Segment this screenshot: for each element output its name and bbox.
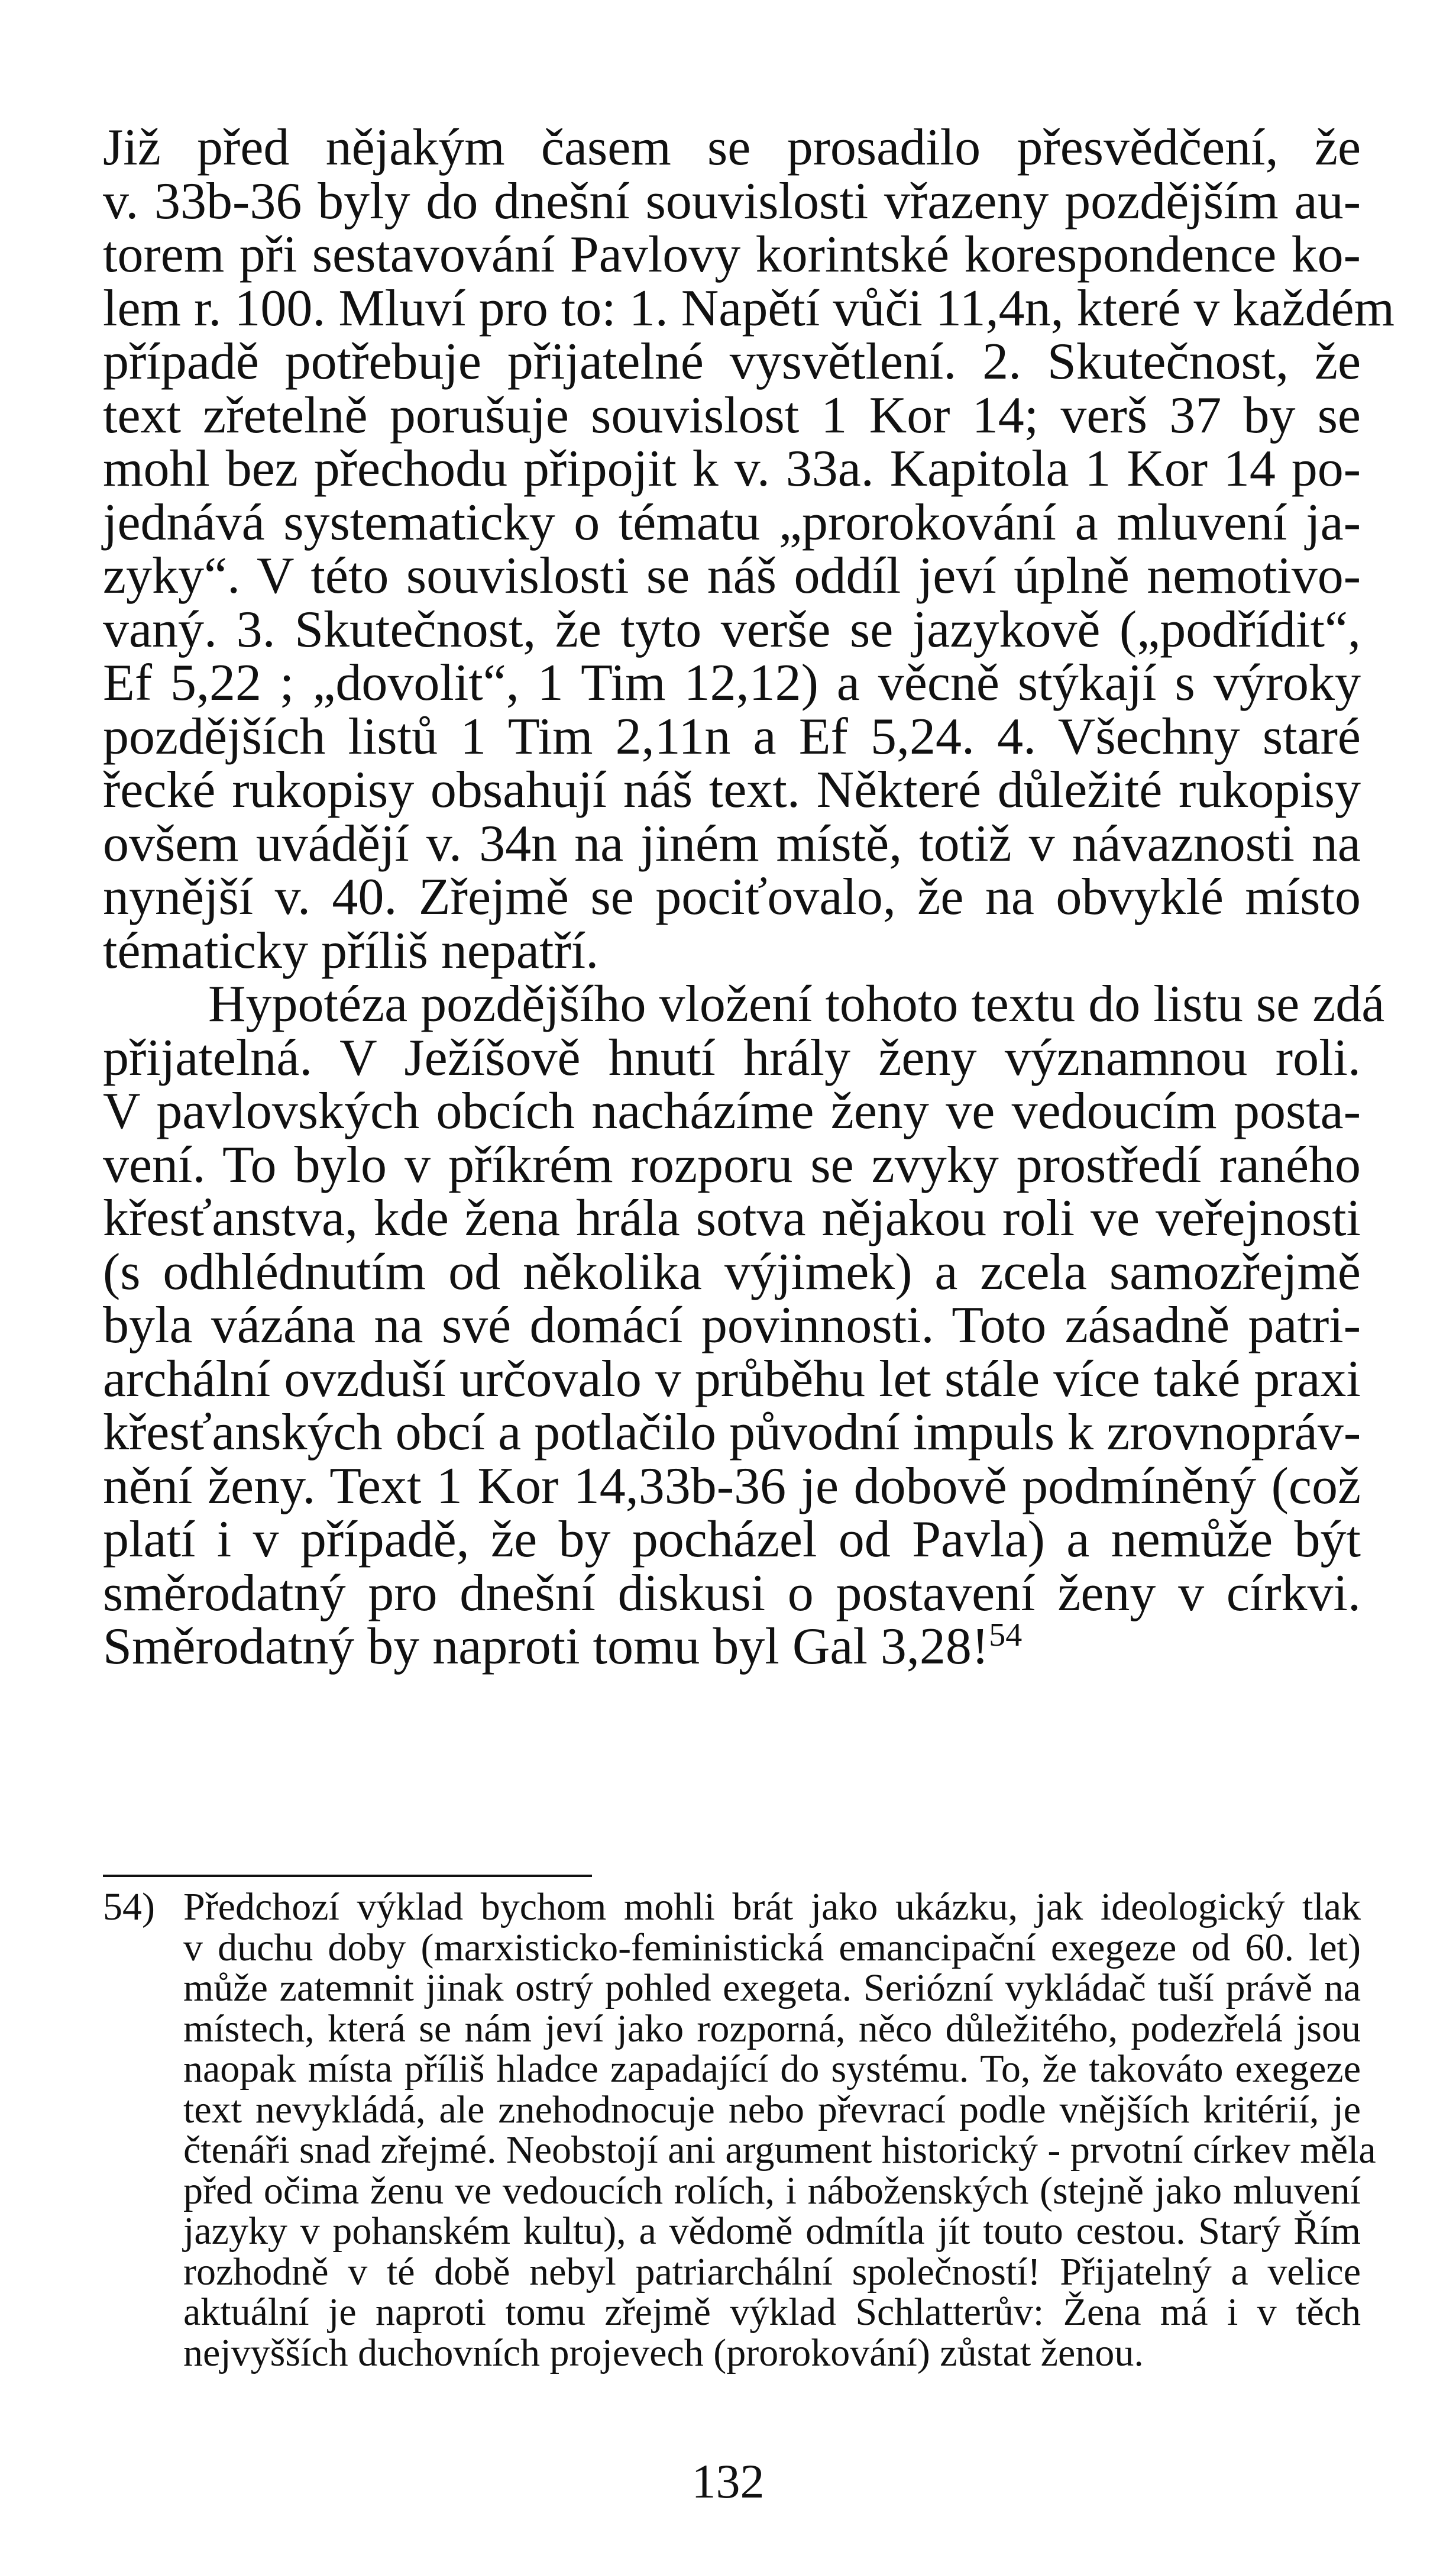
text-line: pozdějších listů 1 Tim 2,11n a Ef 5,24. 4. Všechny staré bbox=[103, 707, 1361, 765]
text-line: křesťanských obcí a potlačilo původní impuls k zrovnopráv- bbox=[103, 1404, 1361, 1461]
text-line: Již před nějakým časem se prosadilo přesvědčení, že bbox=[103, 119, 1361, 176]
text-line: řecké rukopisy obsahují náš text. Některé důležité rukopisy bbox=[103, 761, 1361, 819]
text-line: vaný. 3. Skutečnost, že tyto verše se jazykově („podřídit“, bbox=[103, 600, 1361, 658]
text-line: mohl bez přechodu připojit k v. 33a. Kapitola 1 Kor 14 po- bbox=[103, 440, 1361, 497]
footnote-line: čtenáři snad zřejmé. Neobstojí ani argument historický - prvotní církev měla bbox=[183, 2128, 1376, 2172]
footnote-line: aktuální je naproti tomu zřejmě výklad Schlatterův: Žena má i v těch bbox=[183, 2290, 1361, 2334]
text-line: nění ženy. Text 1 Kor 14,33b-36 je dobově podmíněný (což bbox=[103, 1457, 1361, 1515]
text-line: torem při sestavování Pavlovy korintské korespondence ko- bbox=[103, 226, 1361, 283]
footnote-line: naopak místa příliš hladce zapadající do systému. To, že takováto exegeze bbox=[183, 2047, 1361, 2091]
text-line: přijatelná. V Ježíšově hnutí hrály ženy významnou roli. bbox=[103, 1029, 1361, 1087]
text-line: zyky“. V této souvislosti se náš oddíl jeví úplně nemotivo- bbox=[103, 547, 1361, 605]
footnote-text: Předchozí výklad bychom mohli brát jako ukázku, jak ideologický tlak bbox=[183, 1885, 1361, 1928]
text-line: (s odhlédnutím od několika výjimek) a zcela samozřejmě bbox=[103, 1243, 1361, 1301]
text-line: nynější v. 40. Zřejmě se pociťovalo, že na obvyklé místo bbox=[103, 868, 1361, 926]
text-line: v. 33b-36 byly do dnešní souvislosti vřazeny pozdějším au- bbox=[103, 172, 1361, 230]
text-line: případě potřebuje přijatelné vysvětlení. 2. Skutečnost, že bbox=[103, 333, 1361, 390]
text-line: byla vázána na své domácí povinnosti. Toto zásadně patri- bbox=[103, 1297, 1361, 1354]
final-sentence: Směrodatný by naproti tomu byl Gal 3,28! bbox=[103, 1618, 989, 1675]
text-line: text zřetelně porušuje souvislost 1 Kor 14; verš 37 by se bbox=[103, 386, 1361, 444]
footnote-line: jazyky v pohanském kultu), a vědomě odmítla jít touto cestou. Starý Řím bbox=[183, 2209, 1361, 2253]
text-line: směrodatný pro dnešní diskusi o postavení ženy v církvi. bbox=[103, 1564, 1361, 1622]
footnote-separator bbox=[103, 1875, 592, 1877]
text-line: Hypotéza pozdějšího vložení tohoto textu do listu se zdá bbox=[208, 975, 1385, 1033]
footnote bbox=[103, 1885, 1376, 2374]
text-line: ovšem uvádějí v. 34n na jiném místě, totiž v návaznosti na bbox=[103, 815, 1361, 873]
paragraph-2 bbox=[103, 975, 1385, 1675]
footnote-line: místech, která se nám jeví jako rozporná, něco důležitého, podezřelá jsou bbox=[183, 2007, 1361, 2050]
footnote-line: před očima ženu ve vedoucích rolích, i náboženských (stejně jako mluvení bbox=[183, 2169, 1361, 2212]
text-line: křesťanstva, kde žena hrála sotva nějakou roli ve veřejnosti bbox=[103, 1190, 1361, 1247]
footnote-line: text nevykládá, ale znehodnocuje nebo převrací podle vnějších kritérií, je bbox=[183, 2088, 1361, 2131]
text-line: lem r. 100. Mluví pro to: 1. Napětí vůči 11,4n, které v každém bbox=[103, 279, 1395, 337]
main-text bbox=[103, 119, 1395, 1675]
text-line: jednává systematicky o tématu „prorokování a mluvení ja- bbox=[103, 493, 1361, 551]
text-line: V pavlovských obcích nacházíme ženy ve vedoucím posta- bbox=[103, 1083, 1361, 1140]
footnote-line: může zatemnit jinak ostrý pohled exegeta. Seriózní vykládač tuší právě na bbox=[183, 1966, 1361, 2009]
footnote-line: rozhodně v té době nebyl patriarchální společností! Přijatelný a velice bbox=[183, 2250, 1361, 2293]
footnote-line: v duchu doby (marxisticko-feministická emancipační exegeze od 60. let) bbox=[183, 1925, 1361, 1969]
page-number: 132 bbox=[691, 2454, 765, 2508]
footnote-line bbox=[103, 1887, 1361, 1928]
text-line: vení. To bylo v příkrém rozporu se zvyky prostředí raného bbox=[103, 1136, 1361, 1194]
text-line: platí i v případě, že by pocházel od Pavla) a nemůže být bbox=[103, 1511, 1361, 1568]
text-line: archální ovzduší určovalo v průběhu let stále více také praxi bbox=[103, 1350, 1361, 1408]
footnote-number: 54) bbox=[103, 1885, 155, 1928]
text-line: tématicky příliš nepatří. bbox=[103, 922, 599, 980]
footnote-reference[interactable]: 54 bbox=[989, 1617, 1023, 1653]
footnote-line: nejvyšších duchovních projevech (prorokování) zůstat ženou. bbox=[183, 2331, 1144, 2374]
text-line: Ef 5,22 ; „dovolit“, 1 Tim 12,12) a věcně stýkají s výroky bbox=[103, 654, 1361, 712]
text-line bbox=[103, 1617, 1361, 1675]
paragraph-1 bbox=[103, 119, 1395, 980]
